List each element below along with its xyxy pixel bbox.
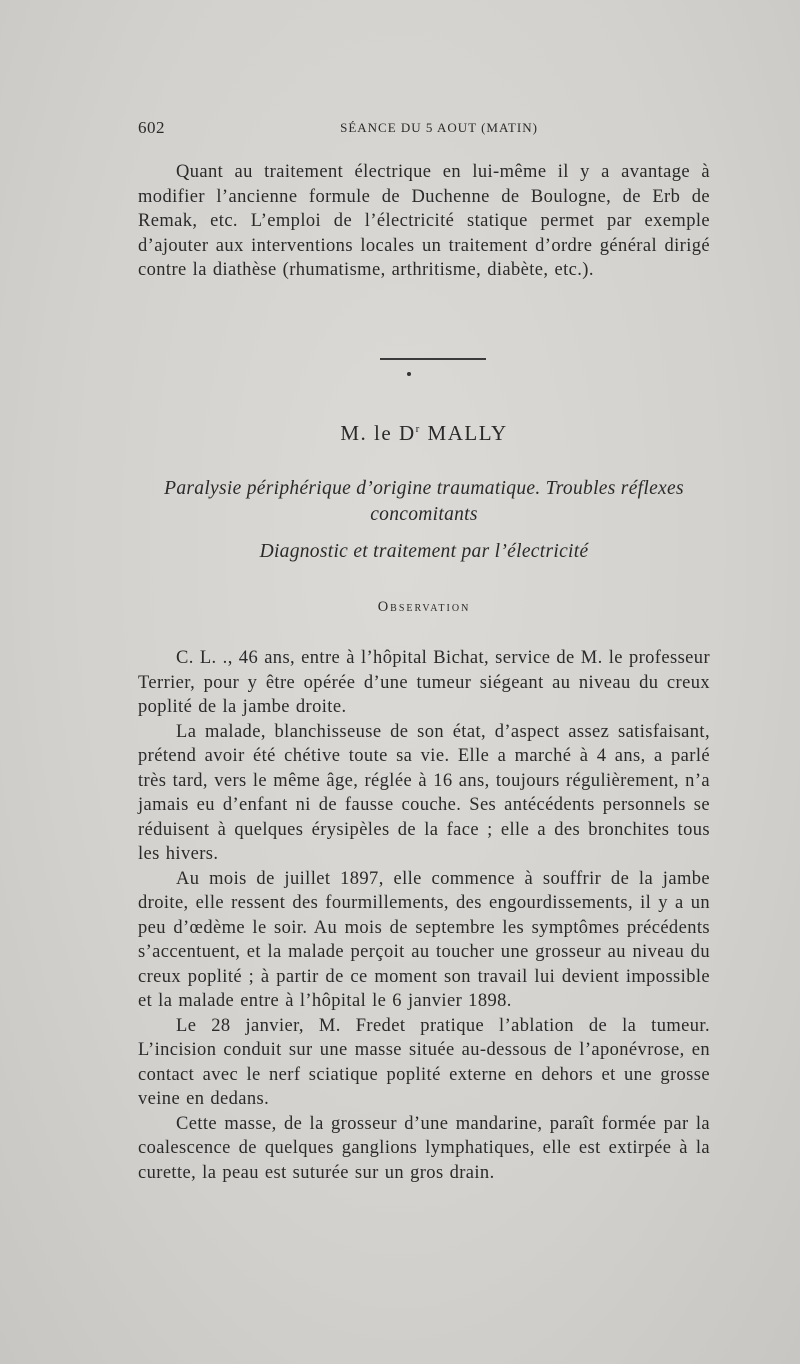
author-heading	[138, 421, 710, 446]
page-number: 602	[138, 118, 165, 137]
section-divider	[380, 358, 486, 360]
running-header	[138, 118, 710, 148]
intro-paragraph: Quant au traitement électrique en lui-même il y a avantage à modifier l’ancienne formule de Duchenne de Boulogne, de Erb de Remak, etc. L’emploi de l’électricité statique permet par exemple d’ajouter aux interventions locales un traitement d’ordre général dirigé contre la diathèse (rhumatisme, arthritisme, diabète, etc.).	[138, 162, 710, 280]
observation-paragraph: Cette masse, de la grosseur d’une mandarine, paraît formée par la coalescence de quelques ganglions lymphatiques, elle est extirpée à la curette, la peau est suturée sur un gros drain.	[138, 1113, 710, 1183]
observation-paragraph: La malade, blanchisseuse de son état, d’aspect assez satisfaisant, prétend avoir été chétive toute sa vie. Elle a marché à 4 ans, a parlé très tard, vers le même âge, réglée à 16 ans, toujours régulièrement, n’a jamais eu d’enfant ni de fausse couche. Ses antécédents personnels se réduisent à quelques érysipèles de la face ; elle a des bronchites tous les hivers.	[138, 721, 710, 864]
running-title: SÉANCE DU 5 AOUT (MATIN)	[340, 120, 538, 135]
divider-dot	[407, 372, 411, 376]
observation-paragraph: C. L. ., 46 ans, entre à l’hôpital Bichat, service de M. le professeur Terrier, pour y être opérée d’une tumeur siégeant au niveau du creux poplité de la jambe droite.	[138, 648, 710, 717]
observation-text	[138, 646, 710, 1185]
intro-text	[138, 160, 710, 283]
author-name: MALLY	[420, 421, 508, 445]
article-subtitle: Diagnostic et traitement par l’électricité	[259, 541, 589, 562]
observation-heading: Observation	[377, 599, 471, 615]
article-title-line-2: concomitants	[370, 504, 478, 525]
observation-paragraph: Au mois de juillet 1897, elle commence à souffrir de la jambe droite, elle ressent des fourmillements, des engourdissements, il y a un peu d’œdème le soir. Au mois de septembre les symptômes précédents s’accentuent, et la malade perçoit au toucher une grosseur au niveau du creux poplité ; à partir de ce moment son travail lui devient impossible et la malade entre à l’hôpital le 6 janvier 1898.	[138, 868, 710, 1011]
article-title-line-1: Paralysie périphérique d’origine traumatique. Troubles réflexes	[164, 478, 684, 499]
author-superscript: r	[415, 423, 421, 435]
author-prefix: M. le D	[340, 421, 416, 445]
observation-paragraph: Le 28 janvier, M. Fredet pratique l’ablation de la tumeur. L’incision conduit sur une masse située au-dessous de l’aponévrose, en contact avec le nerf sciatique poplité externe en dehors et une grosse veine en dedans.	[138, 1015, 710, 1109]
